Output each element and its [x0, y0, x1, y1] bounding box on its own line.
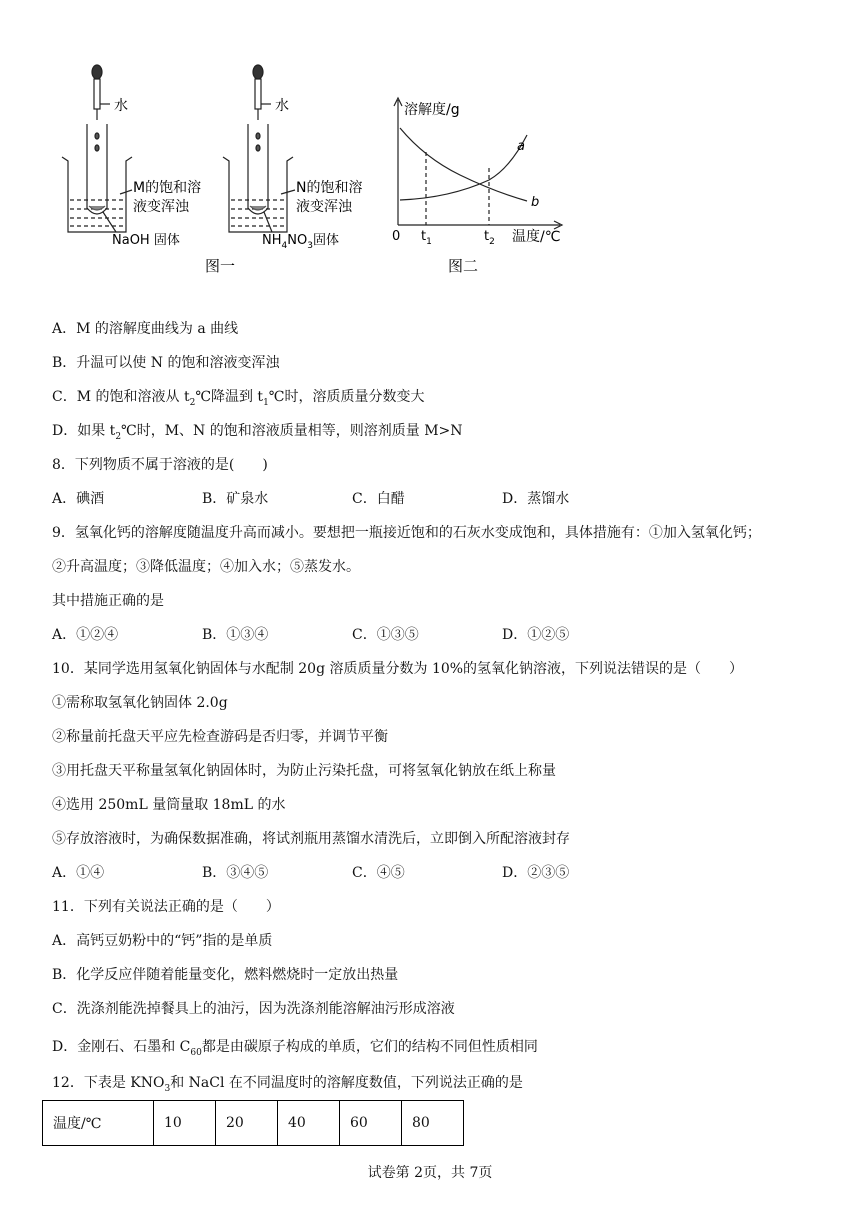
- naoh-label: NaOH 固体: [112, 233, 180, 248]
- q11-option-d: D．金刚石、石墨和 $C_{60}$都是由碳原子构成的单质，它们的结构不同但性质相同: [52, 1039, 538, 1058]
- m-note-line1: M的饱和溶: [133, 180, 202, 196]
- graph-ylabel: 溶解度/g: [404, 102, 460, 118]
- q10-statement-5: ⑤存放溶液时，为确保数据准确，将试剂瓶用蒸馏水清洗后，立即倒入所配溶液封存: [52, 831, 570, 847]
- q11-option-c: C．洗涤剂能洗掉餐具上的油污，因为洗涤剂能溶解油污形成溶液: [52, 1001, 455, 1017]
- page-footer: 试卷第 2页，共 7页: [367, 1165, 493, 1181]
- q10-statement-2: ②称量前托盘天平应先检查游码是否归零，并调节平衡: [52, 729, 388, 745]
- table-cell: 80: [402, 1101, 464, 1146]
- q10-stem: 10．某同学选用氢氧化钠固体与水配制 20g 溶质质量分数为 10%的氢氧化钠溶液，下列说法错误的是（ ）: [52, 661, 744, 677]
- q12-stem: 12．下表是 $KNO_3$和 NaCl 在不同温度时的溶解度数值，下列说法正确的是: [52, 1075, 523, 1094]
- q10-option-c: C．④⑤: [352, 865, 405, 881]
- q10-option-a: A．①④: [52, 865, 105, 881]
- q7-option-c: C．M 的饱和溶液从 $t_2℃$降温到 $t_1℃$时，溶质质量分数变大: [52, 389, 425, 408]
- q9-stem-line2: ②升高温度；③降低温度；④加入水；⑤蒸发水。: [52, 559, 360, 575]
- q10-statement-1: ①需称取氢氧化钠固体 2.0g: [52, 695, 228, 711]
- table-cell: 60: [340, 1101, 402, 1146]
- q7-option-d: D．如果 $t_2℃$时，M、N 的饱和溶液质量相等，则溶剂质量 M>N: [52, 423, 463, 442]
- t2-label: $t_2$: [484, 229, 495, 247]
- q11-stem: 11．下列有关说法正确的是（ ）: [52, 899, 280, 915]
- t1-label: $t_1$: [421, 229, 432, 247]
- table-cell: 20: [216, 1101, 278, 1146]
- q8-stem: 8．下列物质不属于溶液的是( ): [52, 457, 268, 473]
- curve-b-label: b: [531, 195, 540, 210]
- q10-option-b: B．③④⑤: [202, 865, 269, 881]
- nh4no3-label: $NH_4NO_3$固体: [262, 233, 339, 251]
- q8-option-a: A．碘酒: [52, 491, 105, 507]
- q9-option-d: D．①②⑤: [502, 627, 570, 643]
- q8-option-d: D．蒸馏水: [502, 491, 570, 507]
- water-label-2: 水: [275, 98, 289, 114]
- q9-stem-line1: 9．氢氧化钙的溶解度随温度升高而减小。要想把一瓶接近饱和的石灰水变成饱和，具体措施有：①加入氢氧化钙；: [52, 525, 761, 541]
- table-cell: 10: [154, 1101, 216, 1146]
- q10-statement-4: ④选用 250mL 量筒量取 18mL 的水: [52, 797, 286, 813]
- table-cell: 温度/℃: [43, 1101, 154, 1146]
- q9-option-b: B．①③④: [202, 627, 269, 643]
- q8-option-b: B．矿泉水: [202, 491, 269, 507]
- figure-area: [0, 0, 860, 300]
- q10-statement-3: ③用托盘天平称量氢氧化钠固体时，为防止污染托盘，可将氢氧化钠放在纸上称量: [52, 763, 556, 779]
- n-note-line1: N的饱和溶: [296, 180, 363, 196]
- figure-svg: [0, 0, 860, 300]
- q8-option-c: C．白醋: [352, 491, 405, 507]
- curve-a: [400, 135, 527, 200]
- graph-origin: 0: [392, 229, 401, 244]
- n-note-line2: 液变浑浊: [296, 199, 352, 215]
- q11-option-b: B．化学反应伴随着能量变化，燃料燃烧时一定放出热量: [52, 967, 399, 983]
- m-note-line2: 液变浑浊: [133, 199, 189, 215]
- q10-option-d: D．②③⑤: [502, 865, 570, 881]
- q9-stem-line3: 其中措施正确的是: [52, 593, 164, 609]
- q11-option-a: A．高钙豆奶粉中的“钙”指的是单质: [52, 933, 273, 949]
- solubility-table: [42, 1100, 464, 1146]
- apparatus-n: [223, 65, 295, 232]
- apparatus-m: [62, 65, 132, 232]
- q9-option-a: A．①②④: [52, 627, 119, 643]
- table-header-row: [43, 1101, 464, 1146]
- q9-option-c: C．①③⑤: [352, 627, 419, 643]
- water-label-1: 水: [114, 98, 128, 114]
- curve-a-label: a: [517, 139, 525, 154]
- q7-option-b: B．升温可以使 N 的饱和溶液变浑浊: [52, 355, 280, 371]
- q7-option-a: A．M 的溶解度曲线为 a 曲线: [52, 321, 239, 337]
- graph-xlabel: 温度/℃: [512, 229, 561, 245]
- figure2-caption: 图二: [448, 257, 479, 275]
- table-cell: 40: [278, 1101, 340, 1146]
- figure1-caption: 图一: [205, 257, 236, 275]
